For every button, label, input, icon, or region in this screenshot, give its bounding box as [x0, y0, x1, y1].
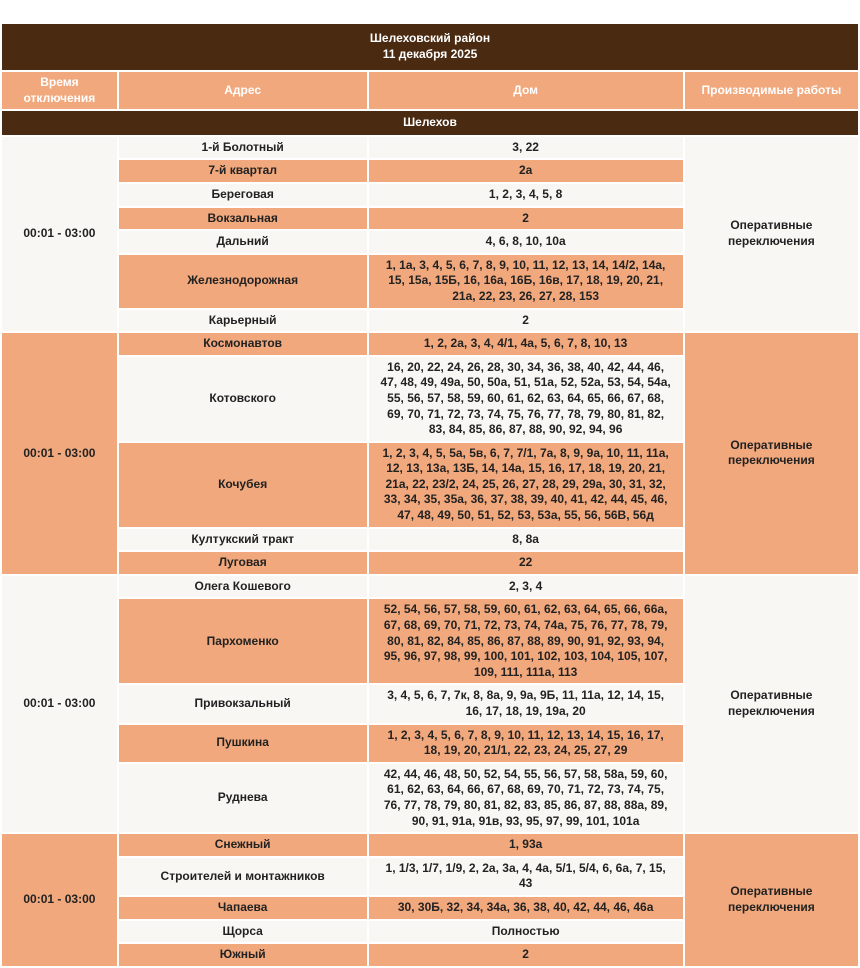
district-title: Шелеховский район — [369, 31, 491, 46]
outage-time-cell: 00:01 - 03:00 — [2, 137, 117, 331]
house-numbers-cell: 30, 30Б, 32, 34, 34а, 36, 38, 40, 42, 44, 46, 46а — [369, 897, 683, 919]
house-numbers-cell: 3, 4, 5, 6, 7, 7к, 8, 8а, 9, 9а, 9Б, 11, 11а, 12, 14, 15, 16, 17, 18, 19, 19а, 20 — [369, 685, 683, 722]
house-numbers-cell: 4, 6, 8, 10, 10а — [369, 231, 683, 253]
street-address-cell: Космонавтов — [119, 333, 367, 355]
house-numbers-cell: 3, 22 — [369, 137, 683, 159]
house-numbers-cell: 2 — [369, 208, 683, 230]
house-numbers-cell: 42, 44, 46, 48, 50, 52, 54, 55, 56, 57, 58, 58а, 59, 60, 61, 62, 63, 64, 66, 67, 68, 69, 70, 71, 72, 73, 74, 75, 76, 77, 78, 79, 80, 81, 82, 83, 85, 86, 87, 88, 88а, 89, 90, 91, 91а, 91в, 93, 95, 97, 99, 101, 101а — [369, 764, 683, 832]
street-address-cell: Вокзальная — [119, 208, 367, 230]
house-numbers-cell: Полностью — [369, 921, 683, 943]
street-address-cell: Дальний — [119, 231, 367, 253]
street-address-cell: Чапаева — [119, 897, 367, 919]
house-numbers-cell: 1, 1а, 3, 4, 5, 6, 7, 8, 9, 10, 11, 12, 13, 14, 14/2, 14а, 15, 15а, 15Б, 16, 16а, 16Б, 16в, 17, 18, 19, 20, 21, 21а, 22, 23, 26, 27, 28, 153 — [369, 255, 683, 308]
street-address-cell: Строителей и монтажников — [119, 858, 367, 895]
street-address-cell: Луговая — [119, 552, 367, 574]
street-address-cell: Олега Кошевого — [119, 576, 367, 598]
outage-schedule-table — [0, 22, 860, 968]
table-body — [2, 137, 858, 966]
street-address-cell: Карьерный — [119, 310, 367, 332]
house-numbers-cell: 16, 20, 22, 24, 26, 28, 30, 34, 36, 38, 40, 42, 44, 46, 47, 48, 49, 49а, 50, 50а, 51, 51а, 52, 52а, 53, 54, 54а, 55, 56, 57, 58, 59, 60, 61, 62, 63, 64, 65, 66, 67, 68, 69, 70, 71, 72, 73, 74, 75, 76, 77, 78, 79, 80, 81, 82, 83, 84, 85, 86, 87, 88, 90, 92, 94, 96 — [369, 357, 683, 441]
table-title — [2, 24, 858, 70]
house-numbers-cell: 1, 2, 2а, 3, 4, 4/1, 4а, 5, 6, 7, 8, 10, 13 — [369, 333, 683, 355]
column-header-time: Время отключения — [2, 72, 117, 109]
street-address-cell: 7-й квартал — [119, 160, 367, 182]
house-numbers-cell: 2 — [369, 310, 683, 332]
street-address-cell: Снежный — [119, 834, 367, 856]
street-address-cell: Котовского — [119, 357, 367, 441]
house-numbers-cell: 1, 2, 3, 4, 5, 5а, 5в, 6, 7, 7/1, 7а, 8, 9, 9а, 10, 11, 11а, 12, 13, 13а, 13Б, 14, 14а, 15, 16, 17, 18, 19, 20, 21, 21а, 22, 23/2, 24, 25, 26, 27, 28, 29, 29а, 30, 31, 32, 33, 34, 35, 35а, 36, 37, 38, 39, 40, 41, 42, 44, 45, 46, 47, 48, 49, 50, 51, 52, 53, 53а, 55, 56, 56В, 56д — [369, 443, 683, 527]
house-numbers-cell: 2 — [369, 944, 683, 966]
house-numbers-cell: 1, 2, 3, 4, 5, 8 — [369, 184, 683, 206]
table-row — [2, 333, 858, 355]
work-type-cell: Оперативные переключения — [685, 834, 858, 966]
street-address-cell: Железнодорожная — [119, 255, 367, 308]
house-numbers-cell: 8, 8а — [369, 529, 683, 551]
street-address-cell: Щорса — [119, 921, 367, 943]
street-address-cell: Култукский тракт — [119, 529, 367, 551]
house-numbers-cell: 1, 2, 3, 4, 5, 6, 7, 8, 9, 10, 11, 12, 13, 14, 15, 16, 17, 18, 19, 20, 21/1, 22, 23, 24, 25, 27, 29 — [369, 725, 683, 762]
house-numbers-cell: 1, 93а — [369, 834, 683, 856]
schedule-date: 11 декабря 2025 — [382, 47, 478, 61]
column-header-work: Производимые работы — [685, 72, 858, 109]
house-numbers-cell: 2, 3, 4 — [369, 576, 683, 598]
work-type-cell: Оперативные переключения — [685, 333, 858, 574]
column-header-row — [2, 72, 858, 109]
house-numbers-cell: 2а — [369, 160, 683, 182]
table-row — [2, 834, 858, 856]
city-band: Шелехов — [2, 111, 858, 135]
table-row — [2, 137, 858, 159]
column-header-house: Дом — [369, 72, 683, 109]
outage-time-cell: 00:01 - 03:00 — [2, 834, 117, 966]
street-address-cell: Южный — [119, 944, 367, 966]
street-address-cell: Привокзальный — [119, 685, 367, 722]
house-numbers-cell: 1, 1/3, 1/7, 1/9, 2, 2а, 3а, 4, 4а, 5/1, 5/4, 6, 6а, 7, 15, 43 — [369, 858, 683, 895]
outage-time-cell: 00:01 - 03:00 — [2, 576, 117, 832]
street-address-cell: Кочубея — [119, 443, 367, 527]
work-type-cell: Оперативные переключения — [685, 137, 858, 331]
house-numbers-cell: 52, 54, 56, 57, 58, 59, 60, 61, 62, 63, 64, 65, 66, 66а, 67, 68, 69, 70, 71, 72, 73, 74, 74а, 75, 76, 77, 78, 79, 80, 81, 82, 84, 85, 86, 87, 88, 89, 90, 91, 92, 93, 94, 95, 96, 97, 98, 99, 100, 101, 102, 103, 104, 105, 107, 109, 111, 111а, 113 — [369, 599, 683, 683]
street-address-cell: 1-й Болотный — [119, 137, 367, 159]
street-address-cell: Пушкина — [119, 725, 367, 762]
street-address-cell: Руднева — [119, 764, 367, 832]
column-header-address: Адрес — [119, 72, 367, 109]
outage-time-cell: 00:01 - 03:00 — [2, 333, 117, 574]
work-type-cell: Оперативные переключения — [685, 576, 858, 832]
house-numbers-cell: 22 — [369, 552, 683, 574]
table-row — [2, 576, 858, 598]
street-address-cell: Пархоменко — [119, 599, 367, 683]
street-address-cell: Береговая — [119, 184, 367, 206]
